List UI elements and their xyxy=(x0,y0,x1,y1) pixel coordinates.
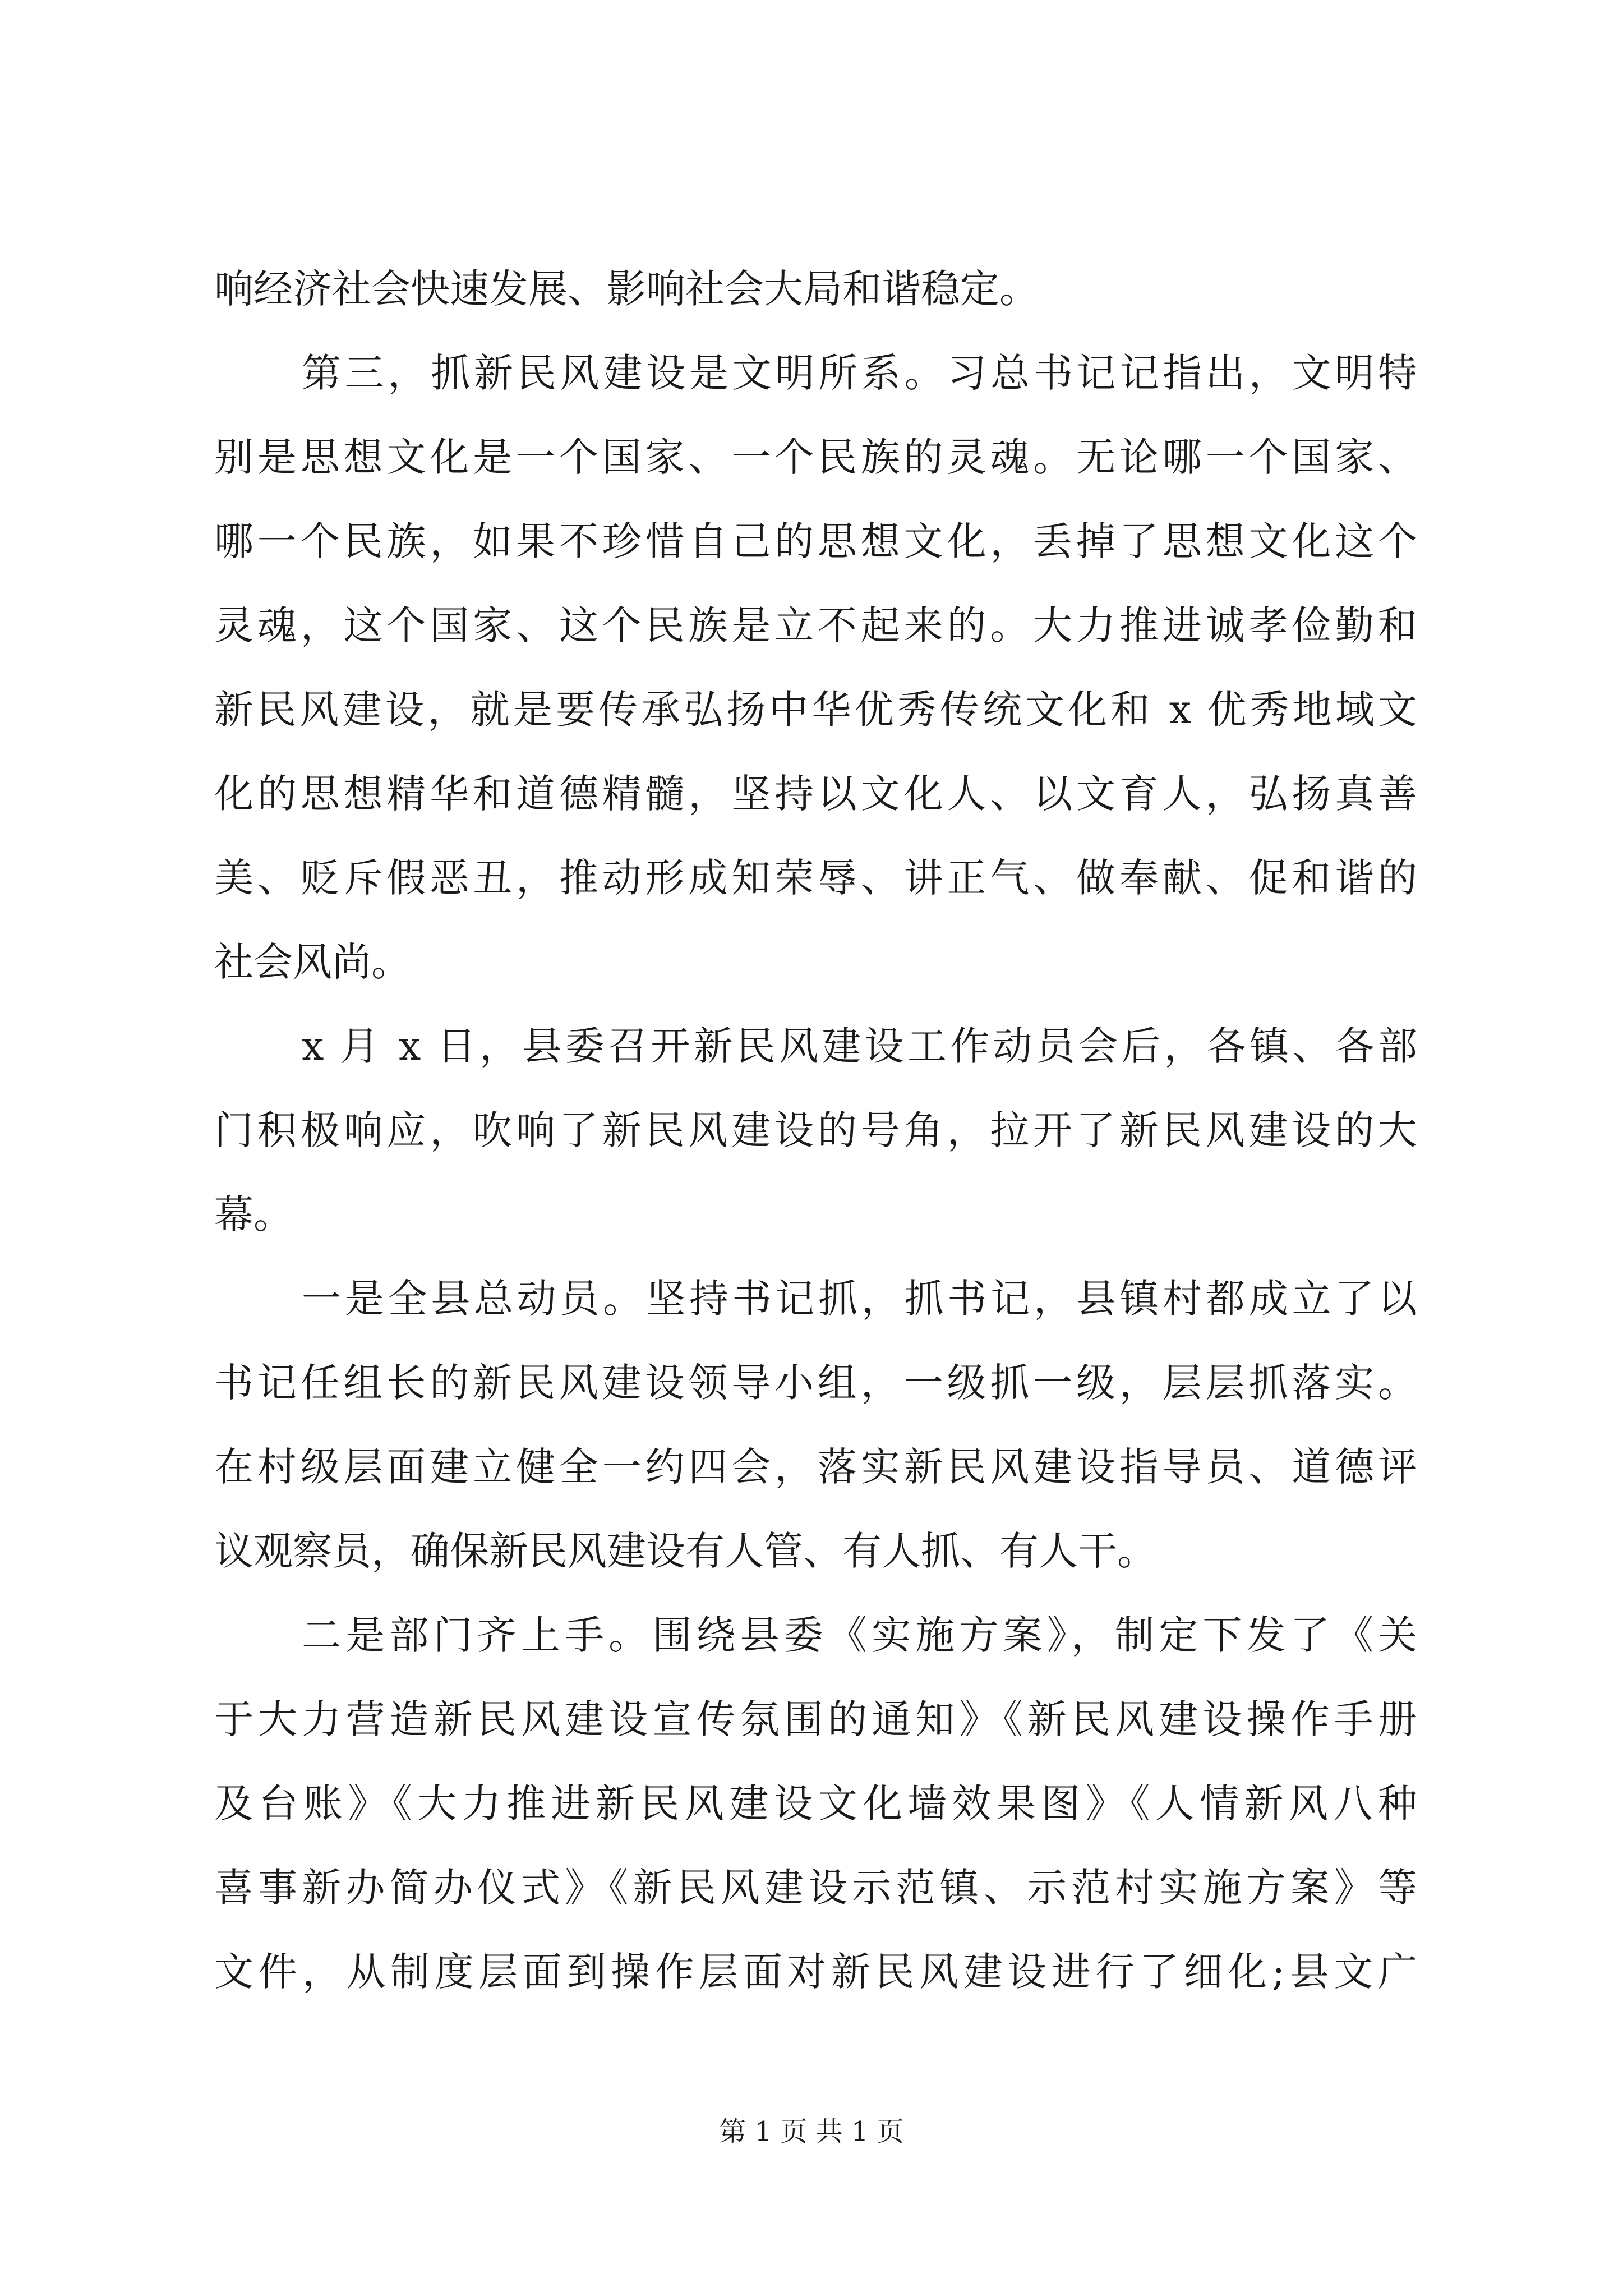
text-line: 议观察员，确保新民风建设有人管、有人抓、有人干。 xyxy=(214,1528,1156,1574)
text-line: 文件，从制度层面到操作层面对新民风建设进行了细化;县文广 xyxy=(214,1949,1417,1995)
text-line: 灵魂，这个国家、这个民族是立不起来的。大力推进诚孝俭勤和 xyxy=(214,602,1417,648)
text-line: 哪一个民族，如果不珍惜自己的思想文化，丢掉了思想文化这个 xyxy=(214,518,1417,564)
text-line: 门积极响应，吹响了新民风建设的号角，拉开了新民风建设的大 xyxy=(214,1107,1417,1153)
text-line: 二是部门齐上手。围绕县委《实施方案》，制定下发了《关 xyxy=(302,1612,1417,1658)
text-line: 在村级层面建立健全一约四会，落实新民风建设指导员、道德评 xyxy=(214,1444,1417,1490)
text-line: 一是全县总动员。坚持书记抓，抓书记，县镇村都成立了以 xyxy=(302,1276,1417,1322)
page-number-label: 第 1 页 共 1 页 xyxy=(719,2116,904,2147)
text-line: 第三，抓新民风建设是文明所系。习总书记记指出，文明特 xyxy=(302,350,1417,396)
text-line: 喜事新办简办仪式》《新民风建设示范镇、示范村实施方案》等 xyxy=(214,1865,1417,1911)
text-line: 书记任组长的新民风建设领导小组，一级抓一级，层层抓落实。 xyxy=(214,1360,1417,1406)
page-footer xyxy=(0,2115,1623,2148)
text-line: 化的思想精华和道德精髓，坚持以文化人、以文育人，弘扬真善 xyxy=(214,771,1417,817)
text-line: 幕。 xyxy=(214,1191,293,1237)
text-line: 别是思想文化是一个国家、一个民族的灵魂。无论哪一个国家、 xyxy=(214,434,1417,480)
document-body xyxy=(214,247,1417,2014)
text-line: x 月 x 日，县委召开新民风建设工作动员会后，各镇、各部 xyxy=(302,1023,1417,1069)
text-line: 及台账》《大力推进新民风建设文化墙效果图》《人情新风八种 xyxy=(214,1780,1417,1826)
text-line: 社会风尚。 xyxy=(214,939,411,985)
text-line: 新民风建设，就是要传承弘扬中华优秀传统文化和 x 优秀地域文 xyxy=(214,687,1417,733)
text-line: 美、贬斥假恶丑，推动形成知荣辱、讲正气、做奉献、促和谐的 xyxy=(214,855,1417,901)
text-line: 于大力营造新民风建设宣传氛围的通知》《新民风建设操作手册 xyxy=(214,1696,1417,1742)
text-line: 响经济社会快速发展、影响社会大局和谐稳定。 xyxy=(214,266,1039,312)
